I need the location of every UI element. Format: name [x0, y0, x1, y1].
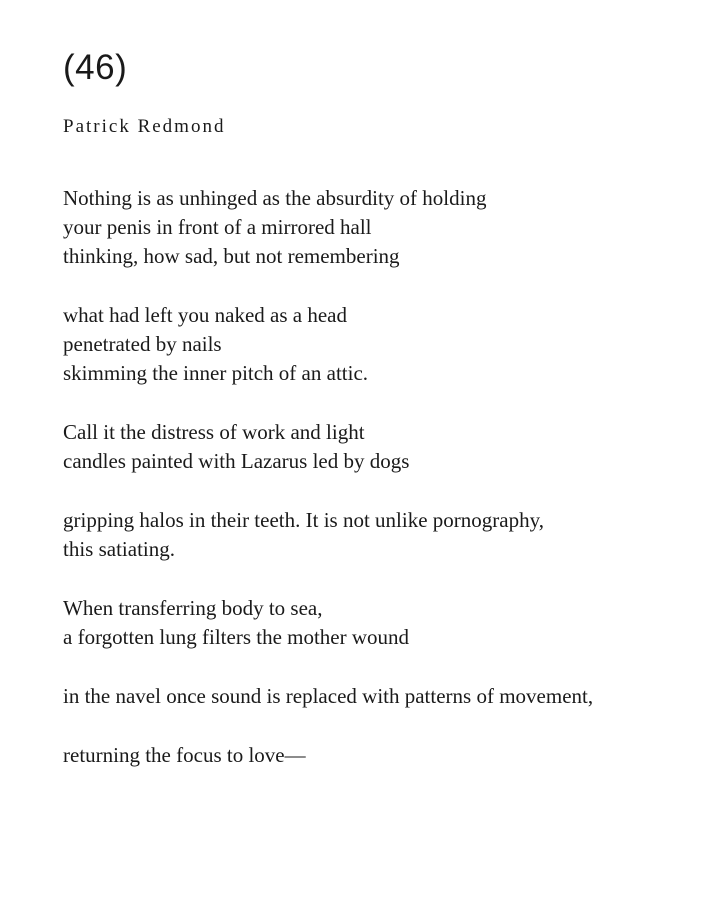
- poem-body: [63, 184, 693, 770]
- poem-line: candles painted with Lazarus led by dogs: [63, 449, 410, 473]
- author-name: Patrick Redmond: [63, 116, 226, 137]
- poem-title: (46): [63, 48, 128, 87]
- poem-line: penetrated by nails: [63, 332, 222, 356]
- poem-line: gripping halos in their teeth. It is not unlike pornography,: [63, 508, 544, 532]
- stanza: [63, 418, 693, 476]
- stanza: [63, 184, 693, 271]
- stanza: [63, 594, 693, 652]
- stanza: [63, 301, 693, 388]
- poem-line: a forgotten lung filters the mother wound: [63, 625, 410, 649]
- stanza: [63, 506, 693, 564]
- poem-line: thinking, how sad, but not remembering: [63, 244, 400, 268]
- poem-line: Nothing is as unhinged as the absurdity of holding: [63, 186, 487, 210]
- poem-line: When transferring body to sea,: [63, 596, 323, 620]
- poem-line: this satiating.: [63, 537, 175, 561]
- poem-line: skimming the inner pitch of an attic.: [63, 361, 369, 385]
- stanza: [63, 741, 693, 770]
- poem-page: [63, 44, 693, 800]
- poem-line: what had left you naked as a head: [63, 303, 347, 327]
- poem-line: your penis in front of a mirrored hall: [63, 215, 372, 239]
- poem-line: in the navel once sound is replaced with patterns of movement,: [63, 684, 594, 708]
- poem-line: Call it the distress of work and light: [63, 420, 365, 444]
- stanza: [63, 682, 693, 711]
- poem-line: returning the focus to love—: [63, 743, 306, 767]
